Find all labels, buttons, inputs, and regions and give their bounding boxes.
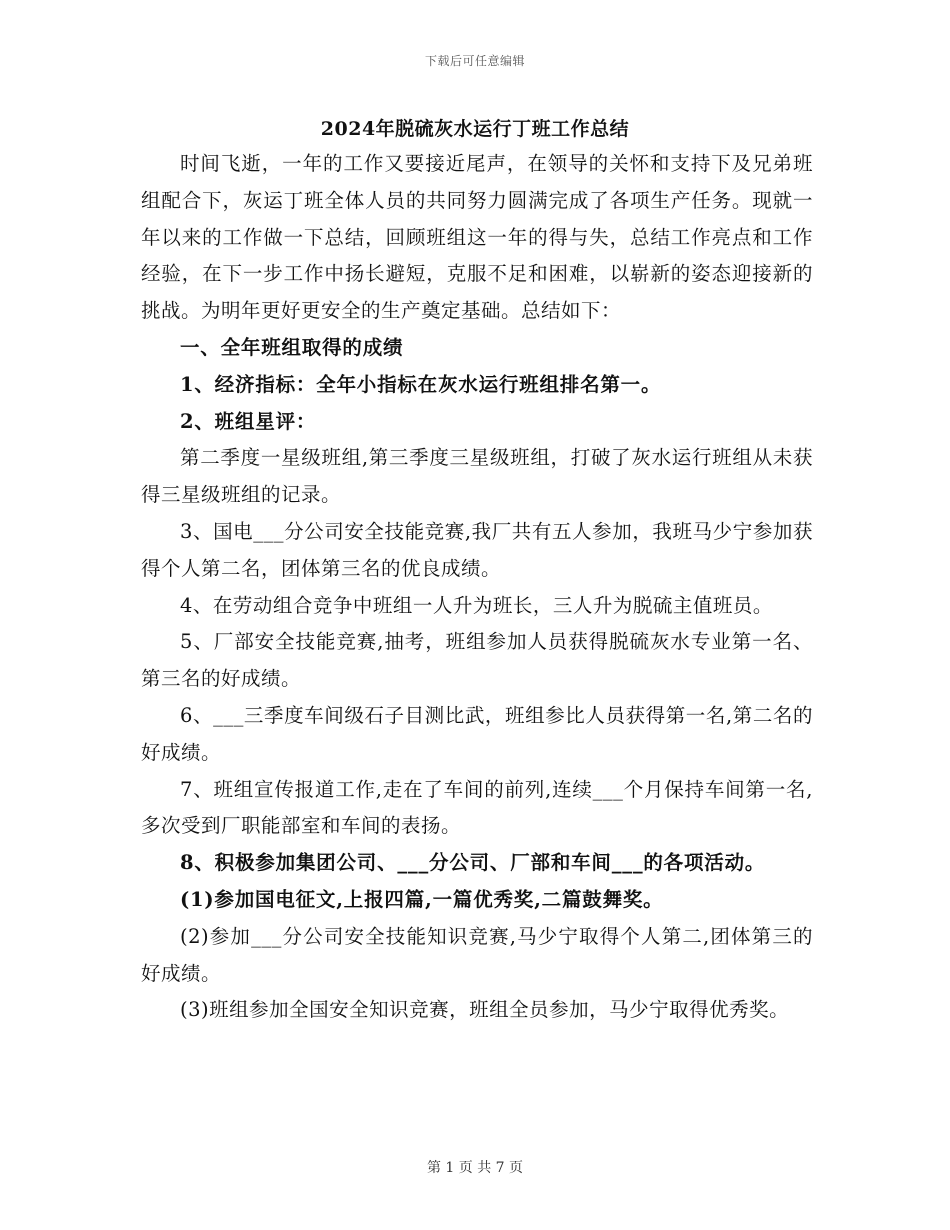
intro-paragraph: 时间飞逝，一年的工作又要接近尾声，在领导的关怀和支持下及兄弟班组配合下，灰运丁班全体人员的共同努力圆满完成了各项生产任务。现就一年以来的工作做一下总结，回顾班组这一年的得与失，总结工作亮点和工作经验，在下一步工作中扬长避短，克服不足和困难，以崭新的姿态迎接新的挑战。为明年更好更安全的生产奠定基础。总结如下： xyxy=(141,152,813,323)
page-indicator: 第 1 页 共 7 页 xyxy=(426,1160,524,1176)
activity-subitem: (1)参加国电征文,上报四篇,一篇优秀奖,二篇鼓舞奖。 xyxy=(180,887,664,911)
achievement-item: 5、厂部安全技能竞赛,抽考，班组参加人员获得脱硫灰水专业第一名、第三名的好成绩。 xyxy=(141,630,813,691)
achievement-item: 1、经济指标：全年小指标在灰水运行班组排名第一。 xyxy=(180,372,662,396)
section-heading: 一、全年班组取得的成绩 xyxy=(180,335,404,359)
activity-subitem: (2)参加___分公司安全技能知识竞赛,马少宁取得个人第二,团体第三的好成绩。 xyxy=(141,924,813,985)
achievement-item: 2、班组星评： xyxy=(180,409,317,433)
activity-subitem: (3)班组参加全国安全知识竞赛，班组全员参加，马少宁取得优秀奖。 xyxy=(180,998,790,1022)
header-note: 下载后可任意编辑 xyxy=(424,54,525,68)
achievement-item: 3、国电___分公司安全技能竞赛,我厂共有五人参加，我班马少宁参加获得个人第二名，团体第三名的优良成绩。 xyxy=(141,519,813,580)
achievement-item: 4、在劳动组合竞争中班组一人升为班长，三人升为脱硫主值班员。 xyxy=(180,593,773,617)
achievement-item: 8、积极参加集团公司、___分公司、厂部和车间___的各项活动。 xyxy=(180,851,766,875)
document-body xyxy=(141,146,813,1029)
achievement-item: 6、___三季度车间级石子目测比武，班组参比人员获得第一名,第二名的好成绩。 xyxy=(141,703,813,764)
achievement-item: 7、班组宣传报道工作,走在了车间的前列,连续___个月保持车间第一名,多次受到厂职能部室和车间的表扬。 xyxy=(141,777,813,838)
document-title: 2024年脱硫灰水运行丁班工作总结 xyxy=(320,118,630,140)
body-paragraph: 第二季度一星级班组,第三季度三星级班组，打破了灰水运行班组从未获得三星级班组的记录。 xyxy=(141,446,813,507)
